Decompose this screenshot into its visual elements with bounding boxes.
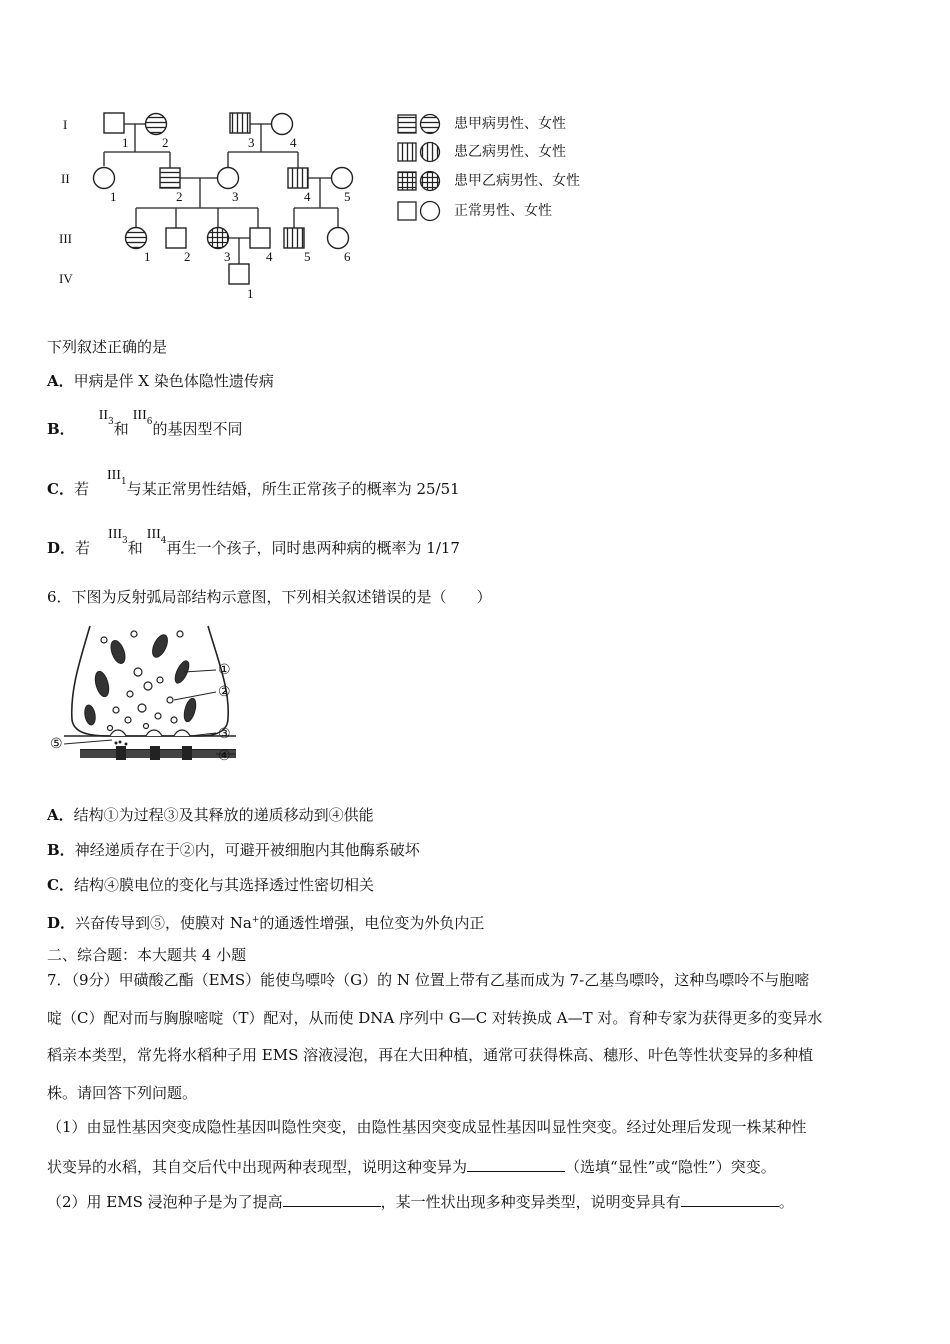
q7-answer-blank-1[interactable]	[467, 1155, 565, 1172]
synapse-label-3: ③	[218, 726, 231, 742]
I2-female-jia	[146, 114, 167, 135]
q6-option-a-label: A．	[47, 806, 74, 824]
q7-intro-line-3: 稻亲本类型，常先将水稻种子用 EMS 溶液浸泡，再在大田种植，通常可获得株高、穗形、叶色等性状变异的多种植	[47, 1046, 814, 1064]
q6-option-d-label: D．	[47, 914, 76, 932]
num-III2: 2	[184, 249, 191, 264]
legend-text-jia: 患甲病男性、女性	[454, 116, 566, 132]
I3-male-yi	[230, 113, 250, 133]
q7-part1-line-2-pre: 状变异的水稻，其自交后代中出现两种表现型，说明这种变异为	[47, 1158, 468, 1176]
synapse-label-4: ④	[218, 748, 231, 764]
q5-option-d-sym2: III	[146, 527, 161, 542]
legend-jiayi-male-symbol	[398, 172, 416, 190]
num-III5: 5	[304, 249, 311, 264]
num-IV1: 1	[247, 286, 254, 301]
III2-male-normal	[166, 228, 186, 248]
num-I1: 1	[122, 135, 129, 150]
q5-option-a	[47, 371, 274, 391]
q6-option-c-label: C．	[47, 876, 74, 894]
q5-option-d-label: D．	[47, 539, 76, 557]
q6-option-c-text: 结构④膜电位的变化与其选择透过性密切相关	[73, 876, 374, 894]
legend-normal-male-symbol	[398, 202, 416, 220]
q5-option-a-label: A．	[47, 372, 74, 390]
I1-male-normal	[104, 113, 124, 133]
synapse-figure	[50, 620, 250, 770]
I4-female-normal	[272, 114, 293, 135]
III5-male-yi	[284, 228, 304, 248]
q5-option-d-sub1: 3	[122, 536, 128, 546]
q5-option-b-label: B．	[47, 420, 75, 438]
pedigree-figure	[40, 100, 600, 310]
II5-female-normal	[332, 168, 353, 189]
q7-part2-pre: （2）用 EMS 浸泡种子是为了提高	[47, 1193, 283, 1211]
q6-option-b-label: B．	[47, 841, 75, 859]
legend-jiayi-female-symbol	[421, 172, 440, 191]
gen-label-II: II	[61, 171, 70, 186]
q5-stem: 下列叙述正确的是	[47, 338, 168, 356]
q5-option-d-pre: 若	[75, 539, 91, 557]
num-III4: 4	[266, 249, 273, 264]
q7-part2-mid: ，某一性状出现多种变异类型，说明变异具有	[380, 1193, 681, 1211]
gen-label-III: III	[59, 231, 72, 246]
gen-label-I: I	[63, 117, 68, 132]
q5-option-b-mid: 和	[113, 420, 129, 438]
legend-text-jiayi: 患甲乙病男性、女性	[454, 173, 580, 189]
legend-yi-female-symbol	[421, 143, 440, 162]
legend-jia-male-symbol	[398, 115, 416, 133]
q7-part1-line-2-post: （选填“显性”或“隐性”）突变。	[565, 1158, 776, 1176]
q7-intro-line-2: 啶（C）配对而与胸腺嘧啶（T）配对，从而使 DNA 序列中 G—C 对转换成 A—T 对。育种专家为获得更多的变异水	[47, 1009, 823, 1027]
q5-option-c-pre: 若	[73, 480, 89, 498]
legend-jia-female-symbol	[421, 115, 440, 134]
q7-part1-line-2	[47, 1155, 776, 1177]
q5-option-b-text: 的基因型不同	[152, 420, 243, 438]
q5-option-b-sub1: 3	[108, 417, 114, 427]
legend-text-yi: 患乙病男性、女性	[454, 144, 566, 160]
III1-female-jia	[126, 228, 147, 249]
q5-option-d	[47, 523, 460, 557]
q7-answer-blank-3[interactable]	[681, 1190, 779, 1207]
num-II3: 3	[232, 189, 239, 204]
num-II2: 2	[176, 189, 183, 204]
q5-option-b-sym2: III	[132, 408, 147, 423]
synapse-label-5: ⑤	[50, 736, 63, 752]
q5-option-d-sub2: 4	[160, 536, 167, 546]
q7-part1-line-1: （1）由显性基因突变成隐性基因叫隐性突变，由隐性基因突变成显性基因叫显性突变。经过处理后发现一株某种性	[47, 1118, 807, 1136]
q6-option-d	[47, 910, 484, 933]
III4-male-normal	[250, 228, 270, 248]
q5-option-d-sym1: III	[108, 527, 123, 542]
q6-option-a	[47, 805, 374, 825]
q6-option-d-sup: +	[251, 915, 260, 925]
q7-part2	[47, 1190, 794, 1212]
q6-option-b-text: 神经递质存在于②内，可避开被细胞内其他酶系破坏	[74, 841, 420, 859]
num-III1: 1	[144, 249, 151, 264]
II2-male-jia	[160, 168, 180, 188]
q5-option-d-text: 再生一个孩子，同时患两种病的概率为 1/17	[166, 539, 460, 557]
num-III3: 3	[224, 249, 231, 264]
q5-option-c	[47, 464, 460, 498]
q7-intro-line-4: 株。请回答下列问题。	[47, 1084, 198, 1102]
synapse-label-1: ①	[218, 662, 231, 678]
II4-male-yi	[288, 168, 308, 188]
legend-text-normal: 正常男性、女性	[454, 203, 552, 219]
III6-female-normal	[328, 228, 349, 249]
q5-option-b	[47, 404, 243, 440]
q6-option-c	[47, 875, 374, 895]
IV1-male-normal	[229, 264, 249, 284]
q6-option-a-text: 结构①为过程③及其释放的递质移动到④供能	[73, 806, 374, 824]
II3-female-normal	[218, 168, 239, 189]
synapse-label-2: ②	[218, 684, 231, 700]
q6-option-d-text-pre: 兴奋传导到⑤，使膜对 Na	[75, 914, 252, 932]
q5-option-a-text: 甲病是伴 X 染色体隐性遗传病	[73, 372, 274, 390]
num-I3: 3	[248, 135, 255, 150]
III3-female-jiayi	[208, 228, 229, 249]
num-I4: 4	[290, 135, 297, 150]
q7-part2-post: 。	[778, 1193, 794, 1211]
q6-option-b	[47, 840, 420, 860]
num-III6: 6	[344, 249, 351, 264]
q7-answer-blank-2[interactable]	[283, 1190, 381, 1207]
q6-option-d-text-post: 的通透性增强，电位变为外负内正	[259, 914, 485, 932]
legend-normal-female-symbol	[421, 202, 440, 221]
II1-female-normal	[94, 168, 115, 189]
legend-yi-male-symbol	[398, 143, 416, 161]
q5-option-c-label: C．	[47, 480, 74, 498]
q5-option-c-sub: 1	[120, 477, 127, 487]
q5-option-b-sym1: II	[98, 408, 109, 423]
num-II4: 4	[304, 189, 311, 204]
q6-stem: 6．下图为反射弧局部结构示意图，下列相关叙述错误的是（ ）	[47, 588, 492, 606]
gen-label-IV: IV	[59, 271, 73, 286]
num-II1: 1	[110, 189, 117, 204]
q5-option-d-mid: 和	[127, 539, 143, 557]
q7-intro-line-1: 7．（9分）甲磺酸乙酯（EMS）能使鸟嘌呤（G）的 N 位置上带有乙基而成为 7-乙基鸟嘌呤，这种鸟嘌呤不与胞嘧	[47, 971, 810, 989]
num-I2: 2	[162, 135, 169, 150]
q5-option-b-sub2: 6	[146, 417, 153, 427]
q5-option-c-text: 与某正常男性结婚，所生正常孩子的概率为 25/51	[126, 480, 460, 498]
q5-option-c-sym: III	[106, 468, 121, 483]
num-II5: 5	[344, 189, 351, 204]
section2-title: 二、综合题：本大题共 4 小题	[47, 946, 247, 964]
